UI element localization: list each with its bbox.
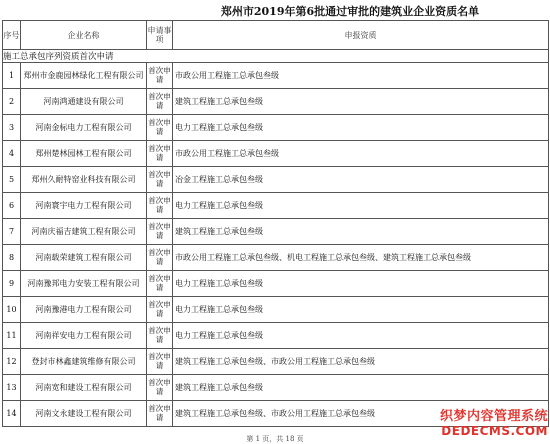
company-name: 河南豫邦电力安装工程有限公司: [21, 271, 147, 297]
company-name: 河南寰宇电力工程有限公司: [21, 193, 147, 219]
row-number: 3: [3, 115, 21, 141]
row-number: 9: [3, 271, 21, 297]
header-scope: 申报资质: [173, 21, 549, 50]
company-name: 河南祥安电力工程有限公司: [21, 323, 147, 349]
table-row: [3, 297, 549, 323]
row-number: 8: [3, 245, 21, 271]
application-item: 首次申请: [147, 323, 173, 349]
company-name: 郑州久耐特窑业科技有限公司: [21, 167, 147, 193]
category-label: 施工总承包序列资质首次申请: [3, 50, 549, 63]
company-name: 河南宽和建设工程有限公司: [21, 375, 147, 401]
company-name: 河南庆福吉建筑工程有限公司: [21, 219, 147, 245]
row-number: 14: [3, 401, 21, 427]
table-row: [3, 167, 549, 193]
application-item: 首次申请: [147, 349, 173, 375]
row-number: 10: [3, 297, 21, 323]
company-name: 郑州楚林园林工程有限公司: [21, 141, 147, 167]
table-row: [3, 323, 549, 349]
header-no: 序号: [3, 21, 21, 50]
qualification-scope: 市政公用工程施工总承包叁级: [173, 63, 549, 89]
application-item: 首次申请: [147, 63, 173, 89]
company-name: 河南载荣建筑工程有限公司: [21, 245, 147, 271]
row-number: 11: [3, 323, 21, 349]
table-row: [3, 375, 549, 401]
table-row: [3, 245, 549, 271]
company-name: 河南豫港电力工程有限公司: [21, 297, 147, 323]
table-row: [3, 193, 549, 219]
application-item: 首次申请: [147, 167, 173, 193]
row-number: 13: [3, 375, 21, 401]
application-item: 首次申请: [147, 297, 173, 323]
row-number: 7: [3, 219, 21, 245]
row-number: 4: [3, 141, 21, 167]
table-row: [3, 89, 549, 115]
table-row: [3, 141, 549, 167]
company-name: 河南鸿通建设有限公司: [21, 89, 147, 115]
watermark-line-2: DEDECMS.COM: [441, 424, 548, 438]
qualification-scope: 电力工程施工总承包叁级: [173, 115, 549, 141]
row-number: 5: [3, 167, 21, 193]
row-number: 2: [3, 89, 21, 115]
watermark: [440, 405, 548, 438]
qualification-scope: 电力工程施工总承包叁级: [173, 297, 549, 323]
qualification-scope: 电力工程施工总承包叁级: [173, 323, 549, 349]
application-item: 首次申请: [147, 219, 173, 245]
company-name: 郑州市金鹿园林绿化工程有限公司: [21, 63, 147, 89]
watermark-line-1: 织梦内容管理系统: [439, 409, 548, 424]
application-item: 首次申请: [147, 193, 173, 219]
application-item: 首次申请: [147, 375, 173, 401]
qualification-scope: 冶金工程施工总承包叁级: [173, 167, 549, 193]
qualification-scope: 建筑工程施工总承包叁级: [173, 89, 549, 115]
qualification-scope: 市政公用工程施工总承包叁级、机电工程施工总承包叁级、建筑工程施工总承包叁级: [173, 245, 549, 271]
page-footer: 第 1 页，共 18 页: [246, 435, 304, 443]
row-number: 6: [3, 193, 21, 219]
row-number: 1: [3, 63, 21, 89]
application-item: 首次申请: [147, 89, 173, 115]
company-name: 河南文永建设工程有限公司: [21, 401, 147, 427]
qualification-scope: 电力工程施工总承包叁级: [173, 271, 549, 297]
row-number: 12: [3, 349, 21, 375]
qualification-scope: 电力工程施工总承包叁级: [173, 193, 549, 219]
qualification-table: [2, 20, 549, 427]
table-row: [3, 63, 549, 89]
application-item: 首次申请: [147, 401, 173, 427]
application-item: 首次申请: [147, 271, 173, 297]
qualification-scope: 建筑工程施工总承包叁级: [173, 219, 549, 245]
qualification-scope: 建筑工程施工总承包叁级、市政公用工程施工总承包叁级: [173, 349, 549, 375]
header-name: 企业名称: [21, 21, 147, 50]
table-row: [3, 349, 549, 375]
qualification-scope: 建筑工程施工总承包叁级: [173, 375, 549, 401]
application-item: 首次申请: [147, 141, 173, 167]
page-title: 郑州市2019年第6批通过审批的建筑业企业资质名单: [220, 5, 480, 18]
header-item: 申请事项: [147, 21, 173, 50]
table-row: [3, 115, 549, 141]
application-item: 首次申请: [147, 115, 173, 141]
qualification-scope: 建筑工程施工总承包叁级、市政公用工程施工总承包叁级: [173, 401, 549, 427]
application-item: 首次申请: [147, 245, 173, 271]
table-row: [3, 271, 549, 297]
table-header-row: [3, 21, 549, 50]
company-name: 河南金标电力工程有限公司: [21, 115, 147, 141]
company-name: 登封市林鑫建筑维修有限公司: [21, 349, 147, 375]
category-row: [3, 50, 549, 63]
qualification-scope: 市政公用工程施工总承包叁级: [173, 141, 549, 167]
table-row: [3, 219, 549, 245]
